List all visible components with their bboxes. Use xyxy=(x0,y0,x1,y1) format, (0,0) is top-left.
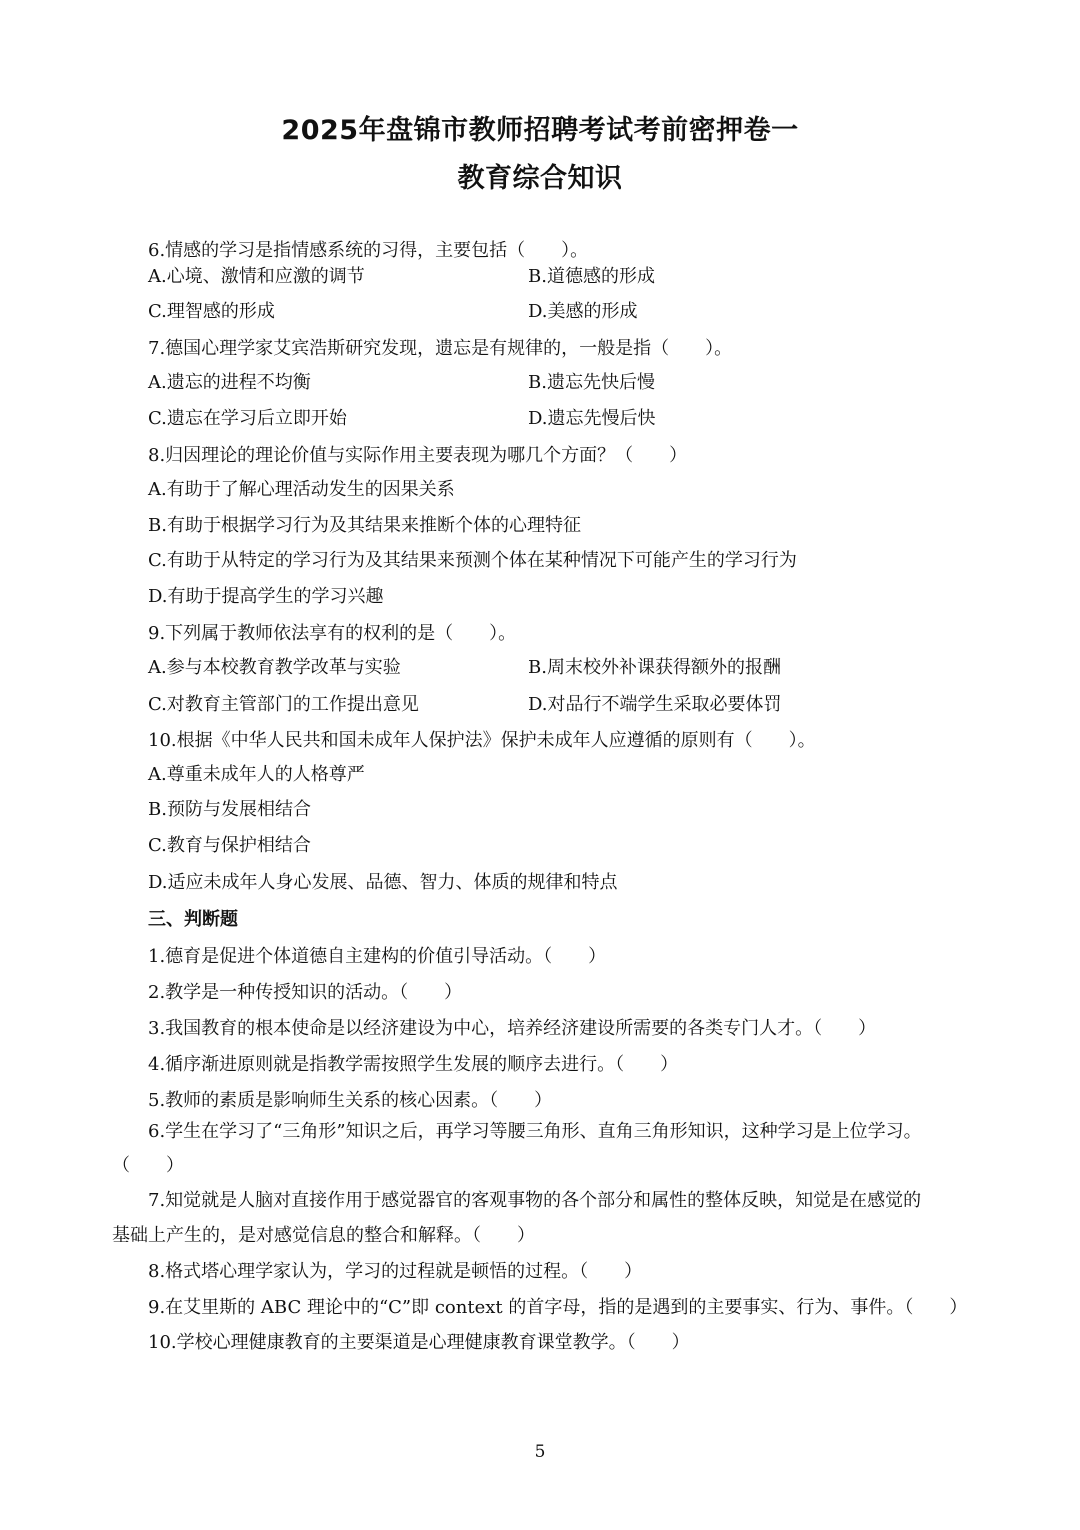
question-6-stem: 6.情感的学习是指情感系统的习得，主要包括（ ）。 xyxy=(148,240,589,261)
question-9-option-a: A.参与本校教育教学改革与实验 xyxy=(148,657,401,678)
judgment-item: 2.教学是一种传授知识的活动。（ ） xyxy=(148,982,463,1003)
document-title: 2025年盘锦市教师招聘考试考前密押卷一 xyxy=(281,115,799,146)
question-7-option-d: D.遗忘先慢后快 xyxy=(528,408,656,429)
question-10-option-d: D.适应未成年人身心发展、品德、智力、体质的规律和特点 xyxy=(148,872,618,893)
page-number: 5 xyxy=(534,1442,546,1462)
judgment-item: 6.学生在学习了“三角形”知识之后，再学习等腰三角形、直角三角形知识，这种学习是上位学习。 xyxy=(148,1121,922,1142)
judgment-item: 3.我国教育的根本使命是以经济建设为中心，培养经济建设所需要的各类专门人才。（ ） xyxy=(148,1018,877,1039)
question-9-option-d: D.对品行不端学生采取必要体罚 xyxy=(528,694,782,715)
question-6-option-a: A.心境、激情和应激的调节 xyxy=(148,266,365,287)
judgment-item: 10.学校心理健康教育的主要渠道是心理健康教育课堂教学。（ ） xyxy=(148,1332,690,1353)
question-7-stem: 7.德国心理学家艾宾浩斯研究发现，遗忘是有规律的，一般是指（ ）。 xyxy=(148,338,733,359)
question-6-option-b: B.道德感的形成 xyxy=(528,266,655,287)
judgment-item: 5.教师的素质是影响师生关系的核心因素。（ ） xyxy=(148,1090,553,1111)
question-8-stem: 8.归因理论的理论价值与实际作用主要表现为哪几个方面？（ ） xyxy=(148,445,688,466)
question-8-option-a: A.有助于了解心理活动发生的因果关系 xyxy=(148,479,455,500)
question-10-option-c: C.教育与保护相结合 xyxy=(148,835,311,856)
question-9-option-b: B.周末校外补课获得额外的报酬 xyxy=(528,657,781,678)
section-heading-judgment: 三、判断题 xyxy=(148,909,238,930)
judgment-item: 9.在艾里斯的 ABC 理论中的“C”即 context 的首字母，指的是遇到的主要事实、行为、事件。（ ） xyxy=(148,1297,968,1318)
question-8-option-d: D.有助于提高学生的学习兴趣 xyxy=(148,586,384,607)
question-8-option-b: B.有助于根据学习行为及其结果来推断个体的心理特征 xyxy=(148,515,581,536)
question-7-option-b: B.遗忘先快后慢 xyxy=(528,372,655,393)
judgment-item: 1.德育是促进个体道德自主建构的价值引导活动。（ ） xyxy=(148,946,607,967)
judgment-item-continuation: 基础上产生的，是对感觉信息的整合和解释。（ ） xyxy=(112,1225,535,1246)
judgment-item: 8.格式塔心理学家认为，学习的过程就是顿悟的过程。（ ） xyxy=(148,1261,643,1282)
question-10-stem: 10.根据《中华人民共和国未成年人保护法》保护未成年人应遵循的原则有（ ）。 xyxy=(148,730,816,751)
question-7-option-c: C.遗忘在学习后立即开始 xyxy=(148,408,347,429)
question-10-option-a: A.尊重未成年人的人格尊严 xyxy=(148,764,365,785)
judgment-item-continuation: （ ） xyxy=(112,1155,184,1176)
judgment-item: 4.循序渐进原则就是指教学需按照学生发展的顺序去进行。（ ） xyxy=(148,1054,679,1075)
question-6-option-d: D.美感的形成 xyxy=(528,301,638,322)
judgment-item: 7.知觉就是人脑对直接作用于感觉器官的客观事物的各个部分和属性的整体反映，知觉是在感觉的 xyxy=(148,1190,922,1211)
question-9-stem: 9.下列属于教师依法享有的权利的是（ ）。 xyxy=(148,623,517,644)
question-9-option-c: C.对教育主管部门的工作提出意见 xyxy=(148,694,419,715)
question-10-option-b: B.预防与发展相结合 xyxy=(148,799,311,820)
question-7-option-a: A.遗忘的进程不均衡 xyxy=(148,372,311,393)
question-6-option-c: C.理智感的形成 xyxy=(148,301,275,322)
question-8-option-c: C.有助于从特定的学习行为及其结果来预测个体在某种情况下可能产生的学习行为 xyxy=(148,550,797,571)
document-subtitle: 教育综合知识 xyxy=(457,163,623,194)
